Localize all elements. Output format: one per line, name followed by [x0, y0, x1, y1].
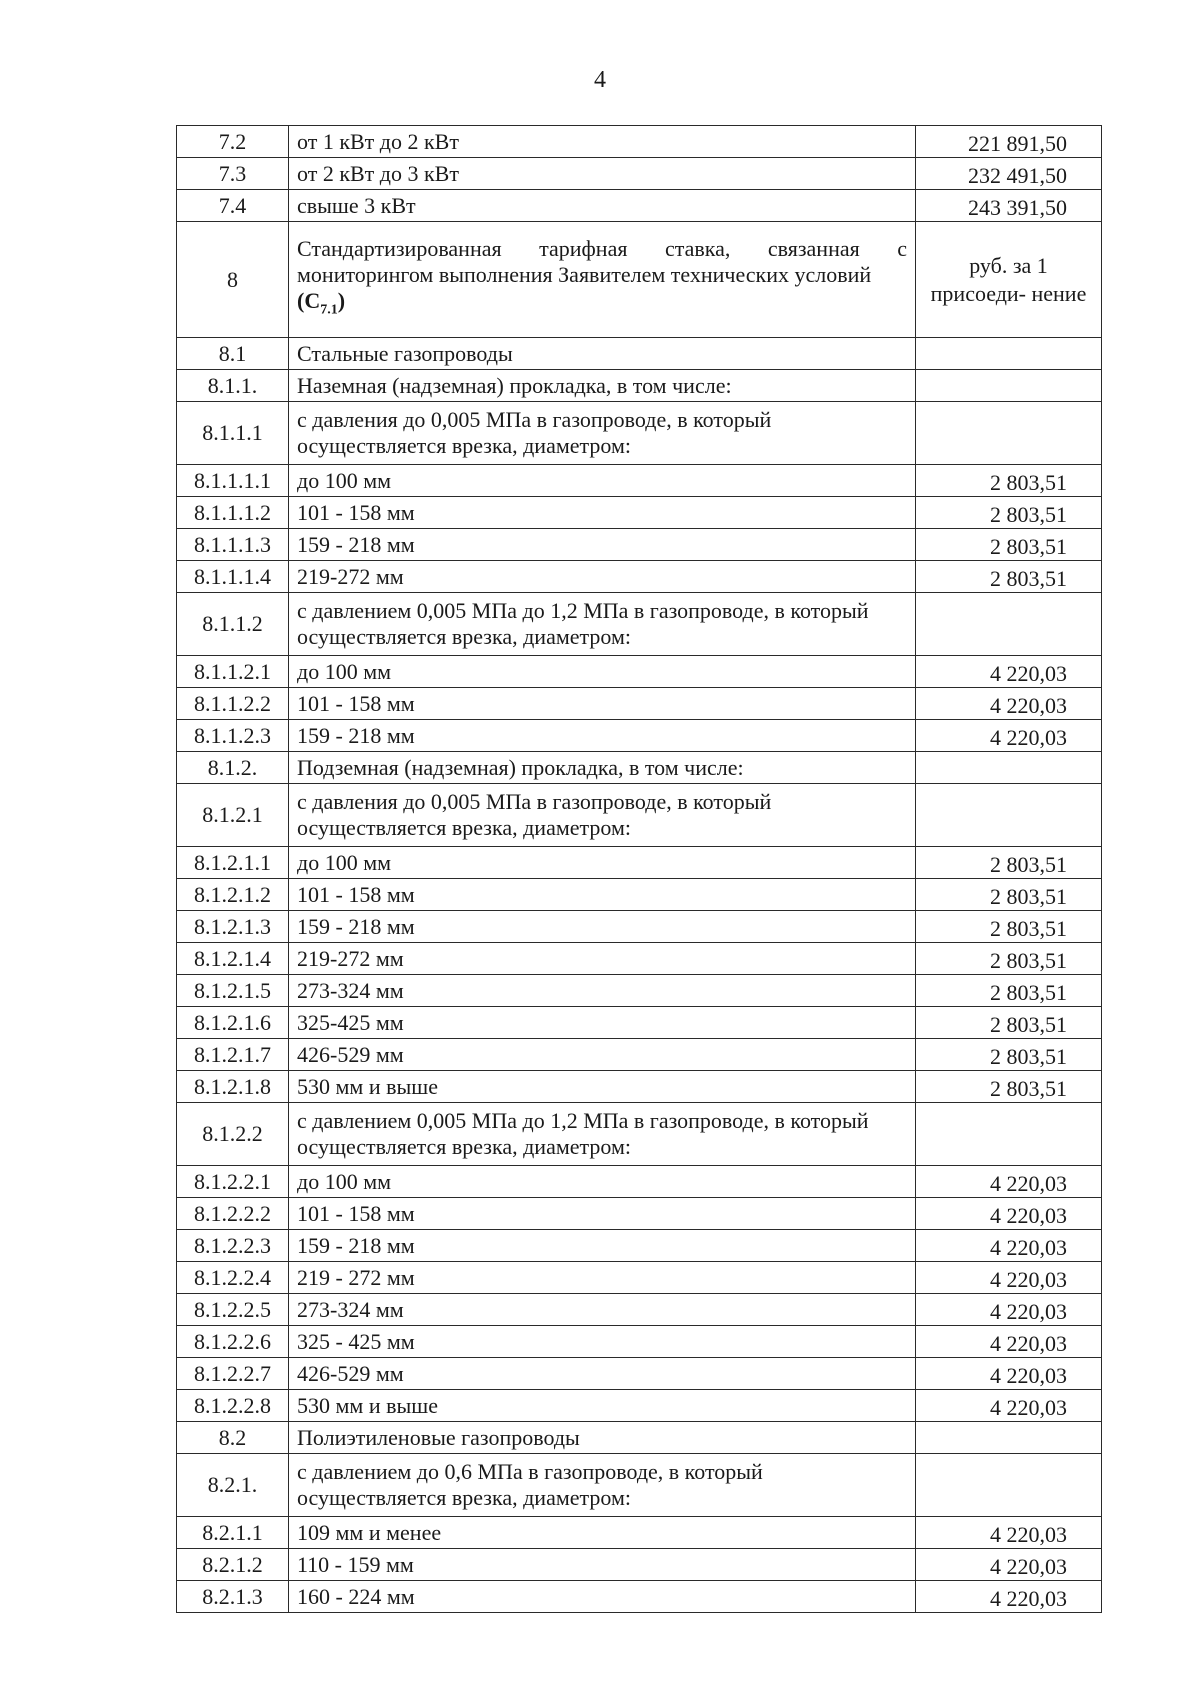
- row-value: 243 391,50: [916, 190, 1102, 222]
- row-number: 7.3: [177, 158, 289, 190]
- row-value: 2 803,51: [916, 529, 1102, 561]
- table-row: [177, 1358, 1102, 1390]
- table-row: [177, 688, 1102, 720]
- row-number: 8.1: [177, 338, 289, 370]
- row-value: 232 491,50: [916, 158, 1102, 190]
- row-number: 8.1.2.2: [177, 1103, 289, 1166]
- row-value: 2 803,51: [916, 911, 1102, 943]
- row-description: 219 - 272 мм: [289, 1262, 916, 1294]
- row-description: Наземная (надземная) прокладка, в том числе:: [289, 370, 916, 402]
- page-number: 4: [594, 67, 606, 93]
- row-description: до 100 мм: [289, 847, 916, 879]
- row-value: 4 220,03: [916, 1294, 1102, 1326]
- table-row: [177, 656, 1102, 688]
- table-row: [177, 1262, 1102, 1294]
- row-description: 325 - 425 мм: [289, 1326, 916, 1358]
- row-value: 4 220,03: [916, 1198, 1102, 1230]
- row-description: Полиэтиленовые газопроводы: [289, 1422, 916, 1454]
- header-row-description: [289, 222, 916, 338]
- row-description: 530 мм и выше: [289, 1390, 916, 1422]
- row-value: [916, 784, 1102, 847]
- table-row: [177, 561, 1102, 593]
- row-number: 8.1.2.1.7: [177, 1039, 289, 1071]
- row-number: 8.1.2.2.4: [177, 1262, 289, 1294]
- row-description: Стальные газопроводы: [289, 338, 916, 370]
- row-number: 8.1.1.2.3: [177, 720, 289, 752]
- row-description: 110 - 159 мм: [289, 1549, 916, 1581]
- table-row: [177, 1166, 1102, 1198]
- row-number: 8.1.2.2.1: [177, 1166, 289, 1198]
- row-value: 4 220,03: [916, 656, 1102, 688]
- table-row: [177, 1294, 1102, 1326]
- table-row: [177, 338, 1102, 370]
- row-value: 4 220,03: [916, 688, 1102, 720]
- row-number: 7.4: [177, 190, 289, 222]
- table-row: [177, 879, 1102, 911]
- table-row: [177, 190, 1102, 222]
- row-description: 159 - 218 мм: [289, 1230, 916, 1262]
- tariff-code-main: (С: [297, 287, 321, 313]
- row-number: 8.1.1.1: [177, 402, 289, 465]
- row-value: [916, 1103, 1102, 1166]
- tariff-table-body: [177, 126, 1102, 1613]
- table-row: [177, 1517, 1102, 1549]
- row-number: 8.1.1.2.1: [177, 656, 289, 688]
- table-row: [177, 1549, 1102, 1581]
- row-value: [916, 1454, 1102, 1517]
- row-number: 8.2.1.1: [177, 1517, 289, 1549]
- row-description: с давлением 0,005 МПа до 1,2 МПа в газопроводе, в который осуществляется врезка, диаметром:: [289, 593, 916, 656]
- row-number: 8.1.2.2.6: [177, 1326, 289, 1358]
- row-number: 8.2.1.2: [177, 1549, 289, 1581]
- row-number: 8.1.2.2.3: [177, 1230, 289, 1262]
- row-number: 8.1.2.1: [177, 784, 289, 847]
- row-description: с давлением до 0,6 МПа в газопроводе, в который осуществляется врезка, диаметром:: [289, 1454, 916, 1517]
- table-row: [177, 1326, 1102, 1358]
- row-number: 8.1.2.1.5: [177, 975, 289, 1007]
- row-description: 101 - 158 мм: [289, 688, 916, 720]
- table-row: [177, 465, 1102, 497]
- row-value: 2 803,51: [916, 465, 1102, 497]
- row-description: 101 - 158 мм: [289, 879, 916, 911]
- row-number: 8.1.1.1.2: [177, 497, 289, 529]
- header-row-number: 8: [177, 222, 289, 338]
- row-number: 7.2: [177, 126, 289, 158]
- row-value: [916, 402, 1102, 465]
- table-row: [177, 1198, 1102, 1230]
- table-row: [177, 1390, 1102, 1422]
- row-value: 2 803,51: [916, 879, 1102, 911]
- table-row: [177, 402, 1102, 465]
- row-value: 4 220,03: [916, 1517, 1102, 1549]
- tariff-code: [297, 288, 907, 323]
- row-description: 159 - 218 мм: [289, 529, 916, 561]
- row-description: 273-324 мм: [289, 1294, 916, 1326]
- row-number: 8.1.2.1.6: [177, 1007, 289, 1039]
- table-row: [177, 911, 1102, 943]
- table-row: [177, 1103, 1102, 1166]
- row-description: от 1 кВт до 2 кВт: [289, 126, 916, 158]
- row-value: 4 220,03: [916, 1358, 1102, 1390]
- row-number: 8.1.2.1.4: [177, 943, 289, 975]
- header-unit: руб. за 1 присоеди- нение: [916, 222, 1102, 338]
- row-description: 159 - 218 мм: [289, 720, 916, 752]
- row-value: 4 220,03: [916, 1230, 1102, 1262]
- tariff-code-end: ): [337, 287, 346, 313]
- row-description: с давления до 0,005 МПа в газопроводе, в который осуществляется врезка, диаметром:: [289, 784, 916, 847]
- row-description: 530 мм и выше: [289, 1071, 916, 1103]
- row-value: 2 803,51: [916, 1039, 1102, 1071]
- table-row: [177, 1454, 1102, 1517]
- row-description: 273-324 мм: [289, 975, 916, 1007]
- row-number: 8.1.2.2.2: [177, 1198, 289, 1230]
- row-description: до 100 мм: [289, 465, 916, 497]
- row-value: 2 803,51: [916, 847, 1102, 879]
- row-value: 4 220,03: [916, 1390, 1102, 1422]
- row-number: 8.1.1.1.1: [177, 465, 289, 497]
- row-number: 8.1.2.1.1: [177, 847, 289, 879]
- row-value: 2 803,51: [916, 975, 1102, 1007]
- row-description: 325-425 мм: [289, 1007, 916, 1039]
- row-number: 8.2.1.: [177, 1454, 289, 1517]
- header-description-text: Стандартизированная тарифная ставка, связанная с мониторингом выполнения Заявителем технических условий: [297, 235, 907, 287]
- row-number: 8.1.2.2.7: [177, 1358, 289, 1390]
- row-number: 8.1.1.1.3: [177, 529, 289, 561]
- table-row: [177, 784, 1102, 847]
- row-description: 426-529 мм: [289, 1358, 916, 1390]
- row-value: 4 220,03: [916, 1326, 1102, 1358]
- row-description: до 100 мм: [289, 1166, 916, 1198]
- row-value: [916, 370, 1102, 402]
- row-number: 8.1.2.2.5: [177, 1294, 289, 1326]
- row-description: 219-272 мм: [289, 943, 916, 975]
- row-value: [916, 593, 1102, 656]
- row-value: 2 803,51: [916, 497, 1102, 529]
- table-row: [177, 720, 1102, 752]
- row-description: 159 - 218 мм: [289, 911, 916, 943]
- row-description: 160 - 224 мм: [289, 1581, 916, 1613]
- row-value: 2 803,51: [916, 1071, 1102, 1103]
- table-row: [177, 1230, 1102, 1262]
- row-number: 8.1.2.1.3: [177, 911, 289, 943]
- row-value: 2 803,51: [916, 943, 1102, 975]
- row-number: 8.2.1.3: [177, 1581, 289, 1613]
- table-row: [177, 126, 1102, 158]
- table-row: [177, 752, 1102, 784]
- table-row: [177, 370, 1102, 402]
- row-description: 219-272 мм: [289, 561, 916, 593]
- table-row: [177, 847, 1102, 879]
- row-number: 8.1.1.2: [177, 593, 289, 656]
- table-row: [177, 943, 1102, 975]
- row-value: 4 220,03: [916, 1262, 1102, 1294]
- row-value: [916, 1422, 1102, 1454]
- row-number: 8.2: [177, 1422, 289, 1454]
- table-row: [177, 1422, 1102, 1454]
- row-description: 101 - 158 мм: [289, 497, 916, 529]
- row-number: 8.1.2.2.8: [177, 1390, 289, 1422]
- row-description: 426-529 мм: [289, 1039, 916, 1071]
- row-description: 109 мм и менее: [289, 1517, 916, 1549]
- row-value: [916, 752, 1102, 784]
- table-row: [177, 1581, 1102, 1613]
- row-value: 221 891,50: [916, 126, 1102, 158]
- table-row: [177, 158, 1102, 190]
- table-row: [177, 1039, 1102, 1071]
- table-row: [177, 975, 1102, 1007]
- row-description: от 2 кВт до 3 кВт: [289, 158, 916, 190]
- row-value: [916, 338, 1102, 370]
- tariff-header-row: [177, 222, 1102, 338]
- row-description: до 100 мм: [289, 656, 916, 688]
- row-value: 2 803,51: [916, 1007, 1102, 1039]
- row-description: Подземная (надземная) прокладка, в том числе:: [289, 752, 916, 784]
- row-number: 8.1.1.: [177, 370, 289, 402]
- row-value: 4 220,03: [916, 720, 1102, 752]
- row-value: 4 220,03: [916, 1549, 1102, 1581]
- row-number: 8.1.1.2.2: [177, 688, 289, 720]
- table-row: [177, 1007, 1102, 1039]
- table-row: [177, 529, 1102, 561]
- row-number: 8.1.2.1.8: [177, 1071, 289, 1103]
- row-value: 2 803,51: [916, 561, 1102, 593]
- row-value: 4 220,03: [916, 1166, 1102, 1198]
- table-row: [177, 593, 1102, 656]
- row-description: 101 - 158 мм: [289, 1198, 916, 1230]
- row-description: свыше 3 кВт: [289, 190, 916, 222]
- tariff-code-sub: 7.1: [320, 302, 338, 318]
- row-number: 8.1.2.1.2: [177, 879, 289, 911]
- table-row: [177, 497, 1102, 529]
- row-value: 4 220,03: [916, 1581, 1102, 1613]
- table-row: [177, 1071, 1102, 1103]
- row-number: 8.1.1.1.4: [177, 561, 289, 593]
- tariff-table: [176, 125, 1102, 1613]
- row-description: с давлением 0,005 МПа до 1,2 МПа в газопроводе, в который осуществляется врезка, диаметром:: [289, 1103, 916, 1166]
- row-description: с давления до 0,005 МПа в газопроводе, в который осуществляется врезка, диаметром:: [289, 402, 916, 465]
- row-number: 8.1.2.: [177, 752, 289, 784]
